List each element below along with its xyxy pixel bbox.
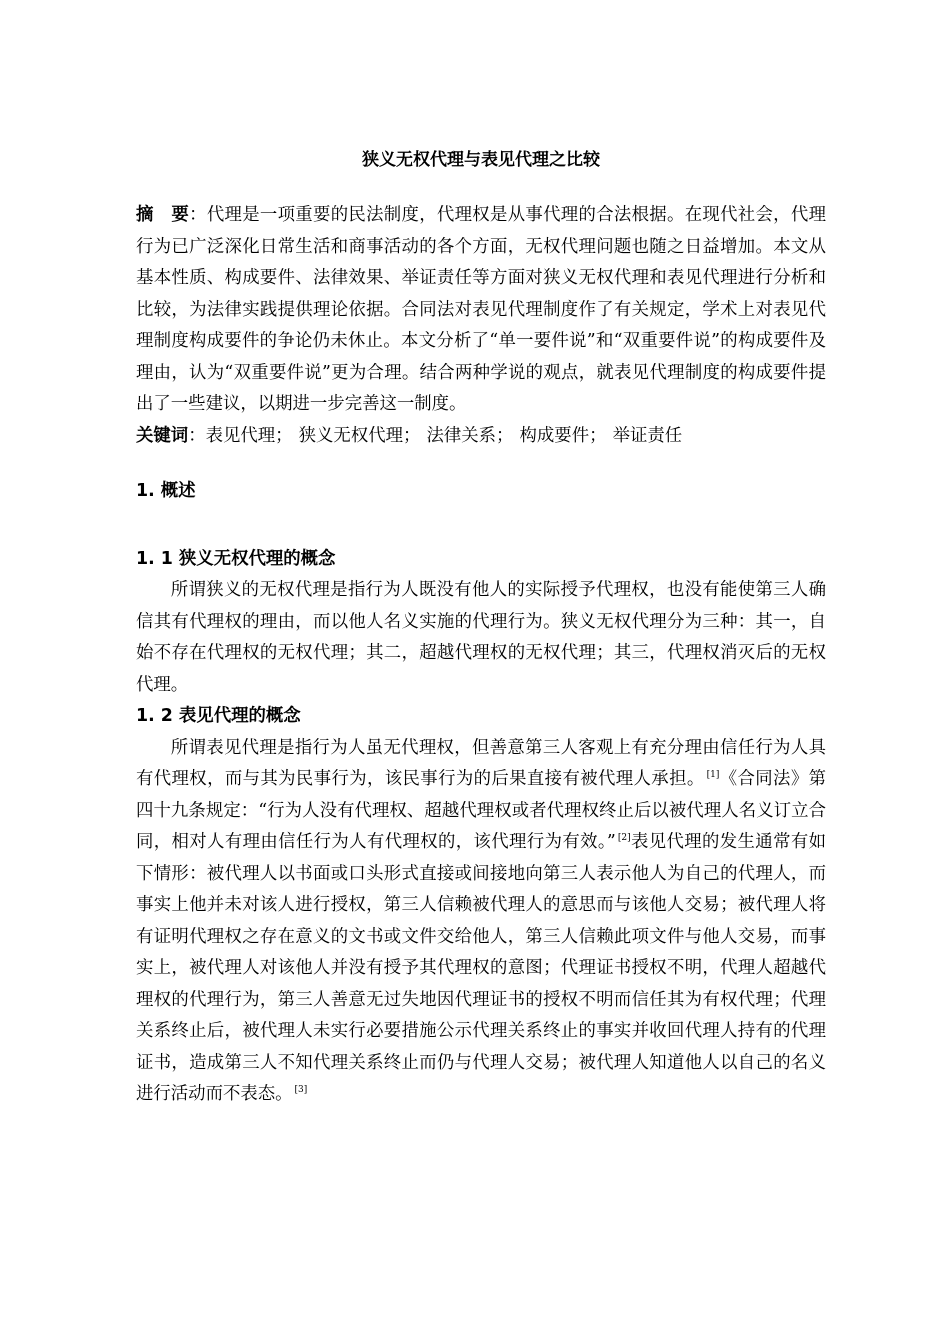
keyword-item: 法律关系；: [426, 425, 514, 446]
keywords-line: [136, 421, 826, 453]
apparent-agency-text-c: 表见代理的发生通常有如下情形：被代理人以书面或口头形式直接或间接地向第三人表示他人为自己的代理人，而事实上他并未对该人进行授权，第三人信赖被代理人的意思而与该他人交易；被代理人将有证明代理权之存在意义的文书或文件交给他人，第三人信赖此项文件与他人交易，而事实上，被代理人对该他人并没有授予其代理权的意图；代理证书授权不明，代理人超越代理权的代理行为，第三人善意无过失地因代理证书的授权不明而信任其为有权代理；代理关系终止后，被代理人未实行必要措施公示代理关系终止的事实并收回代理人持有的代理证书，造成第三人不知代理关系终止而仍与代理人交易；被代理人知道他人以自己的名义进行活动而不表态。: [136, 832, 826, 1104]
section-heading-overview: 1. 概述: [136, 481, 196, 501]
abstract-colon: ：: [189, 205, 207, 225]
keyword-item: 狭义无权代理；: [298, 425, 421, 446]
keyword-item: 表见代理；: [205, 425, 293, 446]
paper-title: 狭义无权代理与表见代理之比较: [362, 150, 600, 170]
subsection-heading-apparent-agency: 1. 2 表见代理的概念: [136, 706, 301, 726]
keyword-item: 举证责任: [612, 425, 683, 446]
abstract-label: 摘 要: [136, 205, 190, 225]
document-body: [136, 148, 826, 1111]
apparent-agency-text-b: 《合同法》第四十九条规定：“行为人没有代理权、超越代理权或者代理权终止后以被代理人名义订立合同，相对人有理由信任行为人有代理权的，该代理行为有效。”: [136, 769, 826, 852]
citation-ref-2: [2]: [617, 833, 631, 843]
abstract-paragraph: [136, 200, 826, 421]
citation-ref-1: [1]: [706, 770, 720, 780]
keyword-item: 构成要件；: [519, 425, 607, 446]
subsection-heading-narrow-unauthorized: 1. 1 狭义无权代理的概念: [136, 548, 336, 569]
subsection-text-narrow-unauthorized: 所谓狭义的无权代理是指行为人既没有他人的实际授予代理权，也没有能使第三人确信其有代理权的理由，而以他人名义实施的代理行为。狭义无权代理分为三种：其一，自始不存在代理权的无权代理；其二，超越代理权的无权代理；其三，代理权消灭后的无权代理。: [136, 580, 826, 695]
apparent-agency-text-a: 所谓表见代理是指行为人虽无代理权，但善意第三人客观上有充分理由信任行为人具有代理权，而与其为民事行为，该民事行为的后果直接有被代理人承担。: [136, 737, 826, 789]
abstract-text: 代理是一项重要的民法制度，代理权是从事代理的合法根据。在现代社会，代理行为已广泛深化日常生活和商事活动的各个方面，无权代理问题也随之日益增加。本文从基本性质、构成要件、法律效果、举证责任等方面对狭义无权代理和表见代理进行分析和比较，为法律实践提供理论依据。合同法对表见代理制度作了有关规定，学术上对表见代理制度构成要件的争论仍未休止。本文分析了“单一要件说”和“双重要件说”的构成要件及理由，认为“双重要件说”更为合理。结合两种学说的观点，就表见代理制度的构成要件提出了一些建议，以期进一步完善这一制度。: [136, 205, 826, 414]
subsection-text-apparent-agency: [136, 733, 826, 1111]
keywords-colon: ：: [188, 425, 206, 446]
citation-ref-3: [3]: [294, 1085, 308, 1095]
keywords-label: 关键词: [136, 425, 189, 446]
